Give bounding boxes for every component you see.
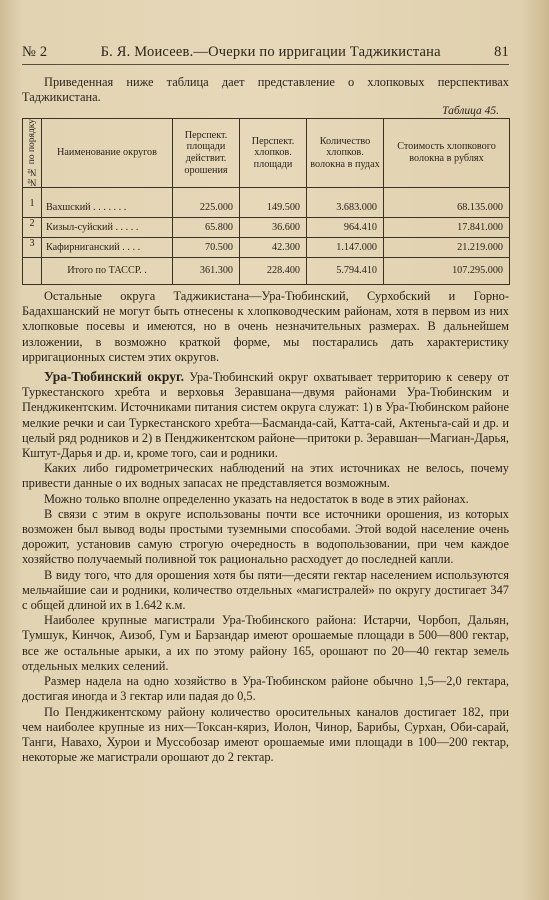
table-caption: Таблица 45. <box>442 105 499 118</box>
page-number: 81 <box>494 44 509 60</box>
running-header <box>22 44 509 65</box>
col-header-cotton-area: Перспект. хлопков. площади <box>240 119 307 188</box>
paragraph-hydrometric: Каких либо гидрометрических наблюдений на этих источниках не велось, почему привести данные о их водных запасах не представляется возможным. <box>22 461 509 491</box>
paragraph-water-use: В связи с этим в округе использованы почти все источники орошения, из которых возможен был вывод воды простыми туземными способами. Этой водой население очень дорожит, установив самую строгую очередность в водопользовании, при чем каждое хозяйство получаемый поливной ток рационально расходует до последней капли. <box>22 506 509 567</box>
section-title: Ура-Тюбинский округ. <box>44 369 184 385</box>
col-header-district: Наименование округов <box>42 119 173 188</box>
col-header-irrigated-area: Перспект. площади действит. орошения <box>173 119 240 188</box>
paragraph-allotment: Размер надела на одно хозяйство в Ура-Тюбинском районе обычно 1,5—2,0 гектара, достигая иногда и 3 гектар или падая до 0,5. <box>22 674 509 704</box>
paragraph-main-canals: Наиболее крупные магистрали Ура-Тюбинского района: Истарчи, Чорбоп, Дальян, Тумшук, Кинчок, Аизоб, Гум и Барзандар имеют орошаемые площади в 500—800 гектар, все же остальные арыки, а их по этому району 165, орошают по 20—40 гектар земель отдельных мелких селений. <box>22 613 509 673</box>
running-title: Б. Я. Моисеев.—Очерки по ирригации Таджикистана <box>100 44 441 60</box>
table-row: 2 Кизыл-суйский . . . . . 65.800 36.600 964.410 17.841.000 <box>23 218 510 238</box>
table-row: 1 Вахшский . . . . . . . 225.000 149.500 3.683.000 68.135.000 <box>23 188 510 218</box>
col-header-number: №№ по порядку <box>23 119 42 188</box>
paragraph-ura-tyube-intro: Ура-Тюбинский округ. Ура-Тюбинский округ охватывает территорию к северу от Туркестанского хребта и верховья Зеравшана—двумя районами Ура-Тюбинским и Пенджикентским. Источниками питания систем округа служат: 1) в Ура-Тюбинском районе мелкие речки и саи Туркестанского хребта—Басманда-сай, Катта-сай, Актеньга-сай и др. и целый ряд родников и 2) в Пенджикентском районе—притоки р. Зеравшан—Магиан-Дарья, Кштут-Дарья и др. и, кроме того, саи и родники. <box>22 369 509 461</box>
table-total-row: Итого по ТАССР. . 361.300 228.400 5.794.410 107.295.000 <box>23 258 510 285</box>
paragraph-other-districts: Остальные округа Таджикистана—Ура-Тюбинский, Сурхобский и Горно-Бадахшанский не могут быть отнесены к хлопководческим районам, хотя в первом из них хлопковые посевы и имеются, но в очень незначительных размерах. В дальнейшем изложении, в возможно краткой форме, мы постарались дать характеристику ирригационных систем этих округов. <box>22 289 509 364</box>
issue-number: № 2 <box>22 44 48 60</box>
cotton-prospects-table <box>22 118 510 285</box>
col-header-fiber-quantity: Количество хлопков. волокна в пудах <box>307 119 384 188</box>
paragraph-canal-count: В виду того, что для орошения хотя бы пяти—десяти гектар населением используются мельчайшие саи и родники, количество отдельных «магистралей» по округу достигает 347 с общей длиной их в 1.642 к.м. <box>22 567 509 613</box>
table-header-row <box>23 119 510 188</box>
col-header-fiber-value: Стоимость хлопкового волокна в рублях <box>384 119 510 188</box>
paragraph-water-shortage: Можно только вполне определенно указать на недостаток в воде в этих районах. <box>44 491 469 506</box>
table-row: 3 Кафирниганский . . . . 70.500 42.300 1.147.000 21.219.000 <box>23 238 510 258</box>
paragraph-penjikent: По Пенджикентскому району количество оросительных каналов достигает 182, при чем наиболее крупные из них—Токсан-кяриз, Иолон, Чинор, Барибы, Сурхан, Оби-сарай, Танги, Навахо, Хурои и Муссобозар имеют орошаемые ими площади в 100—200 гектар, некоторые же магистрали орошают до 2 гектар. <box>22 704 509 765</box>
intro-paragraph: Приведенная ниже таблица дает представление о хлопковых перспективах Таджикистана. <box>22 75 509 105</box>
